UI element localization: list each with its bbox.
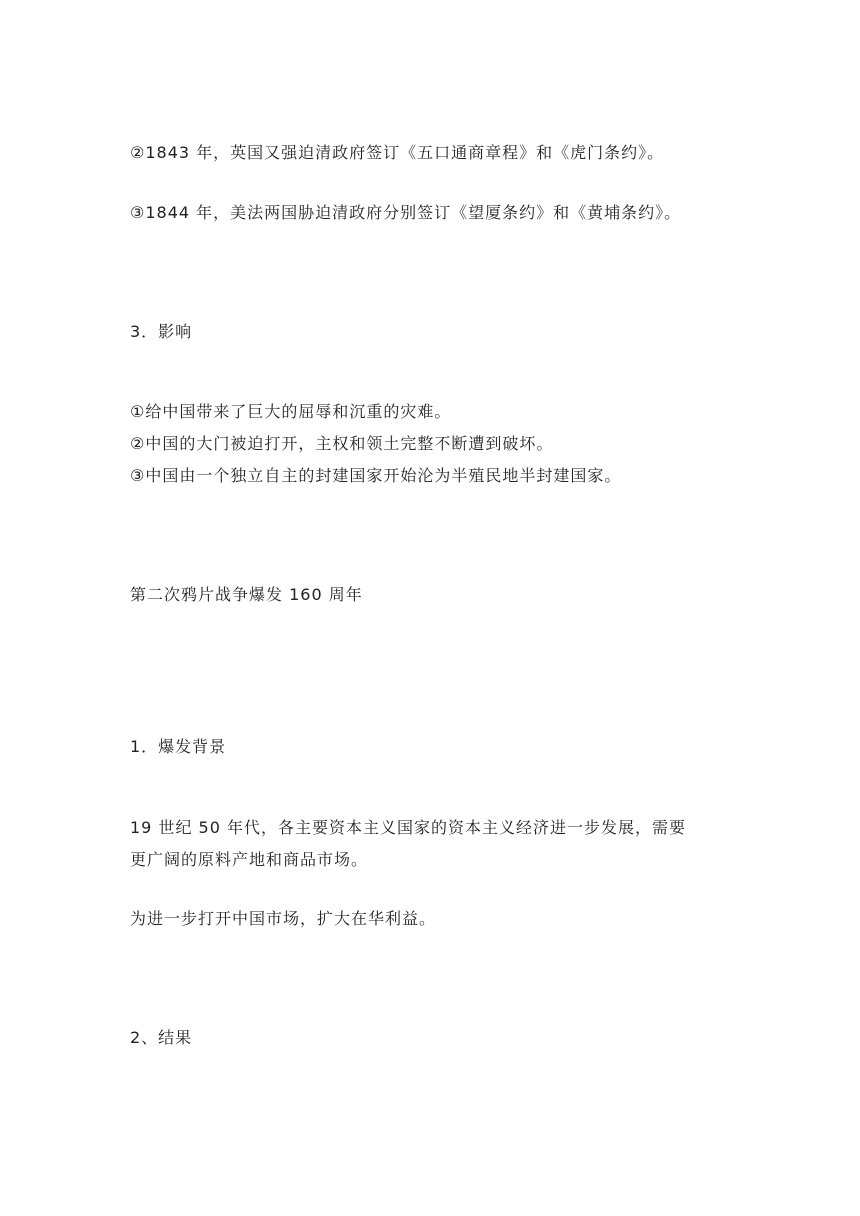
treaty-1843-text: ②1843 年，英国又强迫清政府签订《五口通商章程》和《虎门条约》。 xyxy=(130,143,665,162)
section-heading-background: 1．爆发背景 xyxy=(130,737,227,756)
background-paragraph-line-1: 19 世纪 50 年代，各主要资本主义国家的资本主义经济进一步发展，需要 xyxy=(130,818,686,837)
treaty-1844-text: ③1844 年，美法两国胁迫清政府分别签订《望厦条约》和《黄埔条约》。 xyxy=(130,203,682,222)
section-heading-result: 2、结果 xyxy=(130,1028,193,1047)
impact-item-1: ①给中国带来了巨大的屈辱和沉重的灾难。 xyxy=(130,402,452,421)
background-paragraph-line-2: 更广阔的原料产地和商品市场。 xyxy=(130,850,369,869)
section-heading-impact: 3．影响 xyxy=(130,322,193,341)
background-paragraph-2: 为进一步打开中国市场，扩大在华利益。 xyxy=(130,909,437,928)
impact-item-3: ③中国由一个独立自主的封建国家开始沦为半殖民地半封建国家。 xyxy=(130,466,622,485)
impact-item-2: ②中国的大门被迫打开，主权和领土完整不断遭到破坏。 xyxy=(130,434,554,453)
anniversary-heading: 第二次鸦片战争爆发 160 周年 xyxy=(130,585,363,604)
